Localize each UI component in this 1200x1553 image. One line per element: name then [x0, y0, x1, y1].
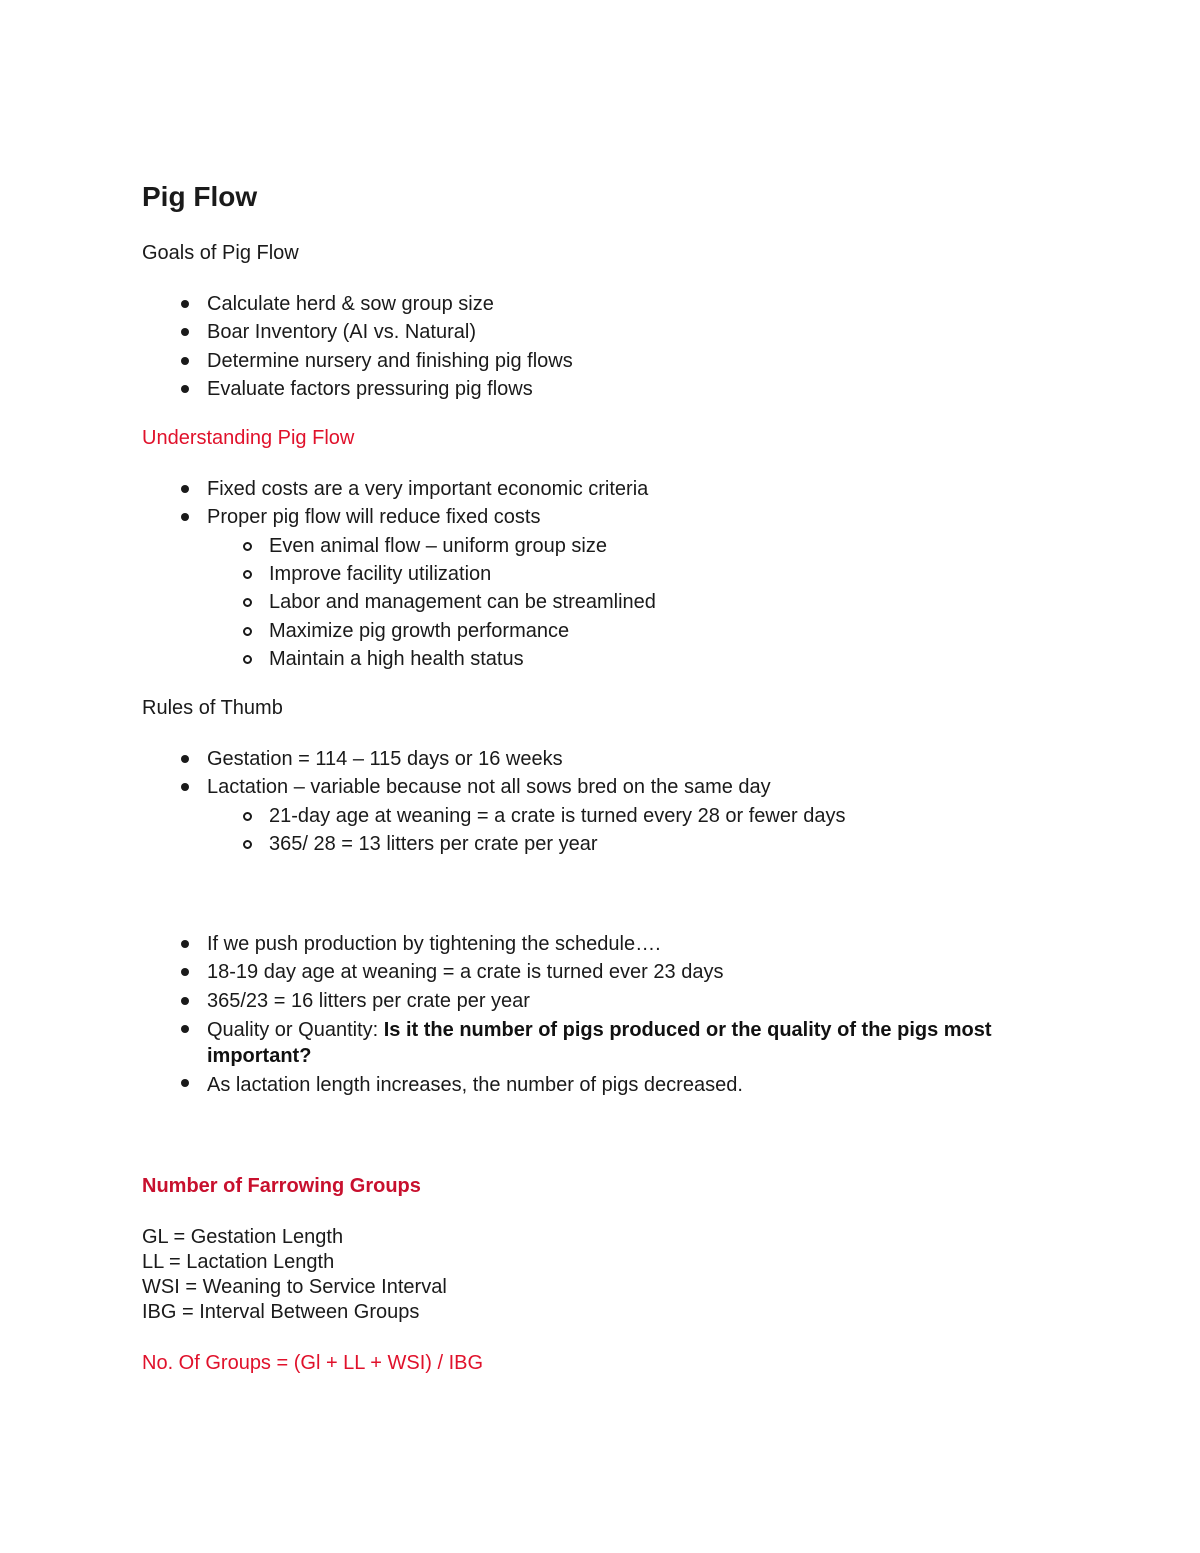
rules-heading: Rules of Thumb [142, 697, 283, 719]
hollow-bullet-icon [243, 542, 252, 551]
page-title: Pig Flow [142, 181, 258, 212]
list-item: 18-19 day age at weaning = a crate is turned ever 23 days [0, 958, 1037, 986]
understanding-heading: Understanding Pig Flow [142, 427, 355, 449]
list-item: Determine nursery and finishing pig flows [0, 347, 573, 375]
list-item: Fixed costs are a very important economic criteria [0, 475, 656, 503]
sub-list-item: Labor and management can be streamlined [0, 588, 656, 616]
sub-list-item: Maximize pig growth performance [0, 617, 656, 645]
list-item: Proper pig flow will reduce fixed costs [0, 503, 656, 531]
bullet-icon [181, 485, 189, 493]
farrowing-heading: Number of Farrowing Groups [142, 1175, 421, 1197]
bullet-icon [181, 783, 189, 791]
bullet-icon [181, 940, 189, 948]
list-item: Gestation = 114 – 115 days or 16 weeks [0, 745, 845, 773]
definition-line: LL = Lactation Length [142, 1251, 335, 1273]
bullet-icon [181, 1079, 189, 1087]
list-item: Calculate herd & sow group size [0, 290, 573, 318]
definitions-block [142, 1225, 447, 1325]
hollow-bullet-icon [243, 570, 252, 579]
list-item: Quality or Quantity: Is it the number of pigs produced or the quality of the pigs most important? [0, 1015, 1037, 1069]
definition-line: WSI = Weaning to Service Interval [142, 1276, 447, 1298]
hollow-bullet-icon [243, 812, 252, 821]
bullet-icon [181, 1025, 189, 1033]
emphasis-question: Is it the number of pigs produced or the quality of the pigs most important? [207, 1019, 992, 1068]
list-item: Lactation – variable because not all sows bred on the same day [0, 773, 845, 801]
bullet-icon [181, 755, 189, 763]
rules-list [0, 745, 845, 858]
sub-list-item: 365/ 28 = 13 litters per crate per year [0, 830, 845, 858]
list-item: If we push production by tightening the schedule…. [0, 930, 1037, 958]
definition-line: GL = Gestation Length [142, 1226, 344, 1248]
sub-list-item: Even animal flow – uniform group size [0, 532, 656, 560]
bullet-icon [181, 968, 189, 976]
goals-list [0, 290, 573, 404]
list-item: Boar Inventory (AI vs. Natural) [0, 318, 573, 346]
groups-formula: No. Of Groups = (Gl + LL + WSI) / IBG [142, 1352, 484, 1374]
sub-list-item: 21-day age at weaning = a crate is turned every 28 or fewer days [0, 802, 845, 830]
bullet-icon [181, 385, 189, 393]
bullet-icon [181, 328, 189, 336]
understanding-list [0, 475, 656, 673]
hollow-bullet-icon [243, 840, 252, 849]
definition-line: IBG = Interval Between Groups [142, 1301, 420, 1323]
bullet-icon [181, 513, 189, 521]
bullet-icon [181, 357, 189, 365]
bullet-icon [181, 997, 189, 1005]
goals-heading: Goals of Pig Flow [142, 242, 299, 264]
list-item: As lactation length increases, the number of pigs decreased. [0, 1069, 1037, 1099]
bullet-icon [181, 300, 189, 308]
hollow-bullet-icon [243, 598, 252, 607]
list-item: 365/23 = 16 litters per crate per year [0, 987, 1037, 1015]
list-item: Evaluate factors pressuring pig flows [0, 375, 573, 403]
hollow-bullet-icon [243, 655, 252, 664]
hollow-bullet-icon [243, 627, 252, 636]
sub-list-item: Maintain a high health status [0, 645, 656, 673]
push-list [0, 930, 1037, 1100]
sub-list-item: Improve facility utilization [0, 560, 656, 588]
